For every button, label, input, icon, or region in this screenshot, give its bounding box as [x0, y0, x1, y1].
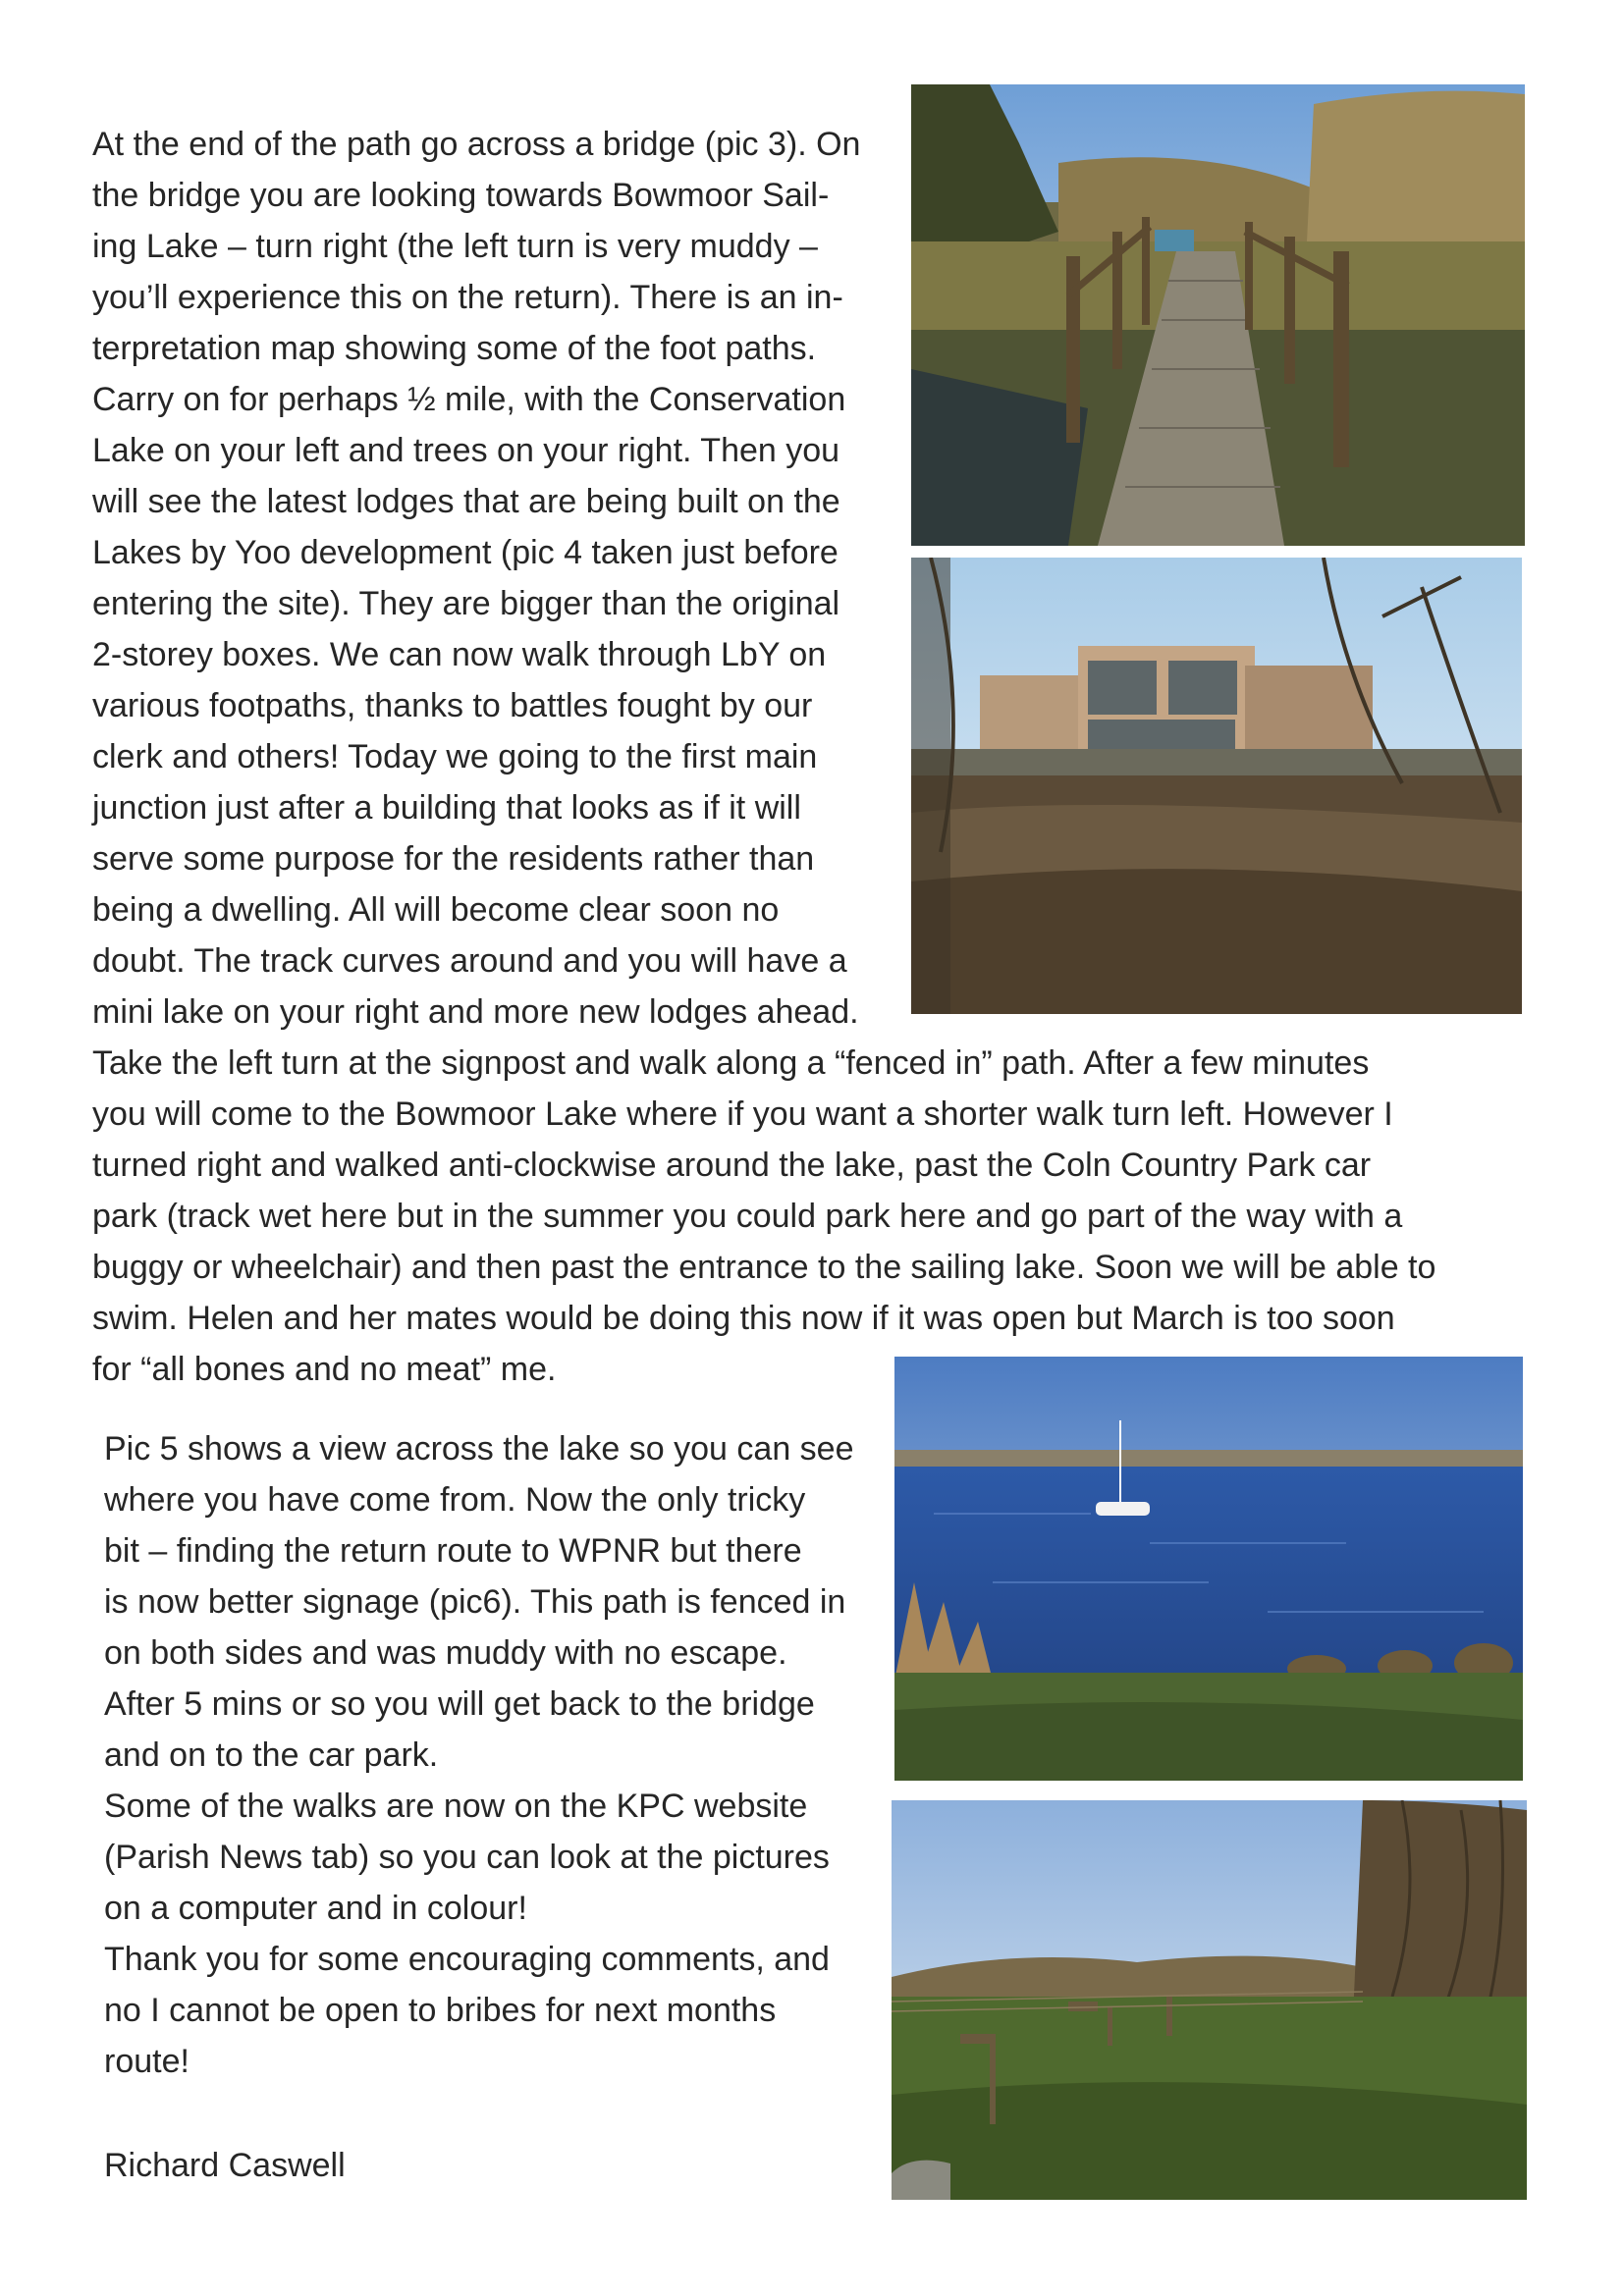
para1-line: Take the left turn at the signpost and walk along a “fenced in” path. After a few minutes — [92, 1044, 1370, 1082]
para1-line: mini lake on your right and more new lodges ahead. — [92, 993, 859, 1031]
para1-line: for “all bones and no meat” me. — [92, 1351, 557, 1388]
para1-line: clerk and others! Today we going to the first main — [92, 738, 818, 775]
para2-line: bit – finding the return route to WPNR but there — [104, 1532, 802, 1570]
photo-field — [892, 1800, 1527, 2200]
para1-line: swim. Helen and her mates would be doing this now if it was open but March is too soon — [92, 1300, 1395, 1337]
para2-line: route! — [104, 2043, 189, 2080]
para1-line: At the end of the path go across a bridge (pic 3). On — [92, 126, 861, 163]
bridge-image — [911, 84, 1525, 546]
field-image — [892, 1800, 1527, 2200]
para1-line: turned right and walked anti-clockwise around the lake, past the Coln Country Park car — [92, 1147, 1372, 1184]
para1-line: various footpaths, thanks to battles fought by our — [92, 687, 813, 724]
para2-line: is now better signage (pic6). This path is fenced in — [104, 1583, 846, 1621]
para1-line: Carry on for perhaps ½ mile, with the Conservation — [92, 381, 846, 418]
para2-line: no I cannot be open to bribes for next months — [104, 1992, 777, 2029]
photo-lake — [894, 1357, 1523, 1781]
para1-line: Lake on your left and trees on your right. Then you — [92, 432, 840, 469]
para1-line: junction just after a building that looks as if it will — [92, 789, 801, 827]
author-signature: Richard Caswell — [104, 2147, 346, 2184]
para2-line: Pic 5 shows a view across the lake so you can see — [104, 1430, 854, 1468]
lake-image — [894, 1357, 1523, 1781]
para1-line: you’ll experience this on the return). There is an in- — [92, 279, 843, 316]
para1-line: terpretation map showing some of the foot paths. — [92, 330, 817, 367]
para2-line: After 5 mins or so you will get back to the bridge — [104, 1685, 815, 1723]
para1-line: entering the site). They are bigger than the original — [92, 585, 840, 622]
para2-line: and on to the car park. — [104, 1736, 439, 1774]
para1-line: park (track wet here but in the summer you could park here and go part of the way with a — [92, 1198, 1403, 1235]
para1-line: 2-storey boxes. We can now walk through LbY on — [92, 636, 827, 673]
lodges-image — [911, 558, 1522, 1014]
photo-lodges — [911, 558, 1522, 1014]
para1-line: being a dwelling. All will become clear soon no — [92, 891, 780, 929]
para1-line: Lakes by Yoo development (pic 4 taken just before — [92, 534, 839, 571]
para2-line: where you have come from. Now the only tricky — [104, 1481, 806, 1519]
para2-line: on a computer and in colour! — [104, 1890, 527, 1927]
para1-line: will see the latest lodges that are being built on the — [92, 483, 840, 520]
para1-line: serve some purpose for the residents rather than — [92, 840, 815, 878]
para1-line: you will come to the Bowmoor Lake where if you want a shorter walk turn left. However I — [92, 1095, 1393, 1133]
para1-line: ing Lake – turn right (the left turn is very muddy – — [92, 228, 818, 265]
para2-line: on both sides and was muddy with no escape. — [104, 1634, 787, 1672]
para1-line: the bridge you are looking towards Bowmoor Sail- — [92, 177, 830, 214]
para2-line: Some of the walks are now on the KPC website — [104, 1788, 808, 1825]
para1-line: buggy or wheelchair) and then past the entrance to the sailing lake. Soon we will be able to — [92, 1249, 1436, 1286]
para2-line: (Parish News tab) so you can look at the pictures — [104, 1839, 830, 1876]
para2-line: Thank you for some encouraging comments, and — [104, 1941, 830, 1978]
para1-line: doubt. The track curves around and you will have a — [92, 942, 847, 980]
photo-bridge — [911, 84, 1525, 546]
